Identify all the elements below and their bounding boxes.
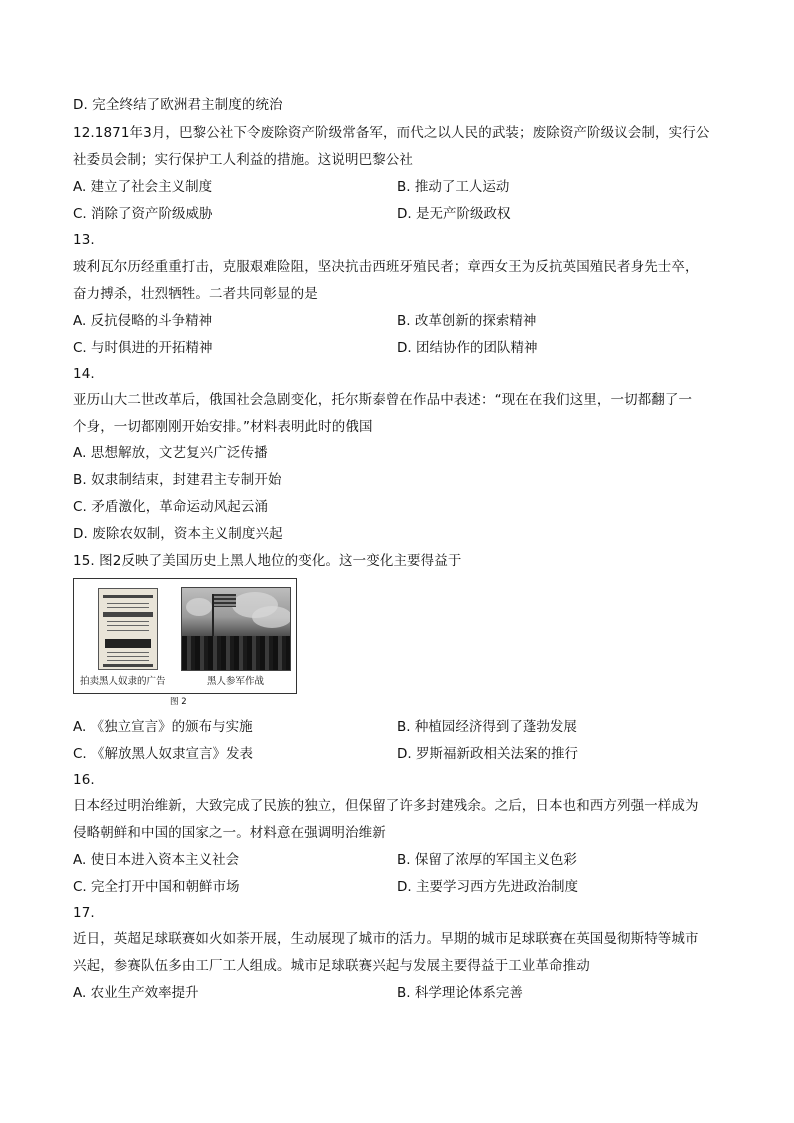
q16-stem-line1: 日本经过明治维新，大致完成了民族的独立，但保留了许多封建残余。之后，日本也和西方列强一样成为 — [73, 798, 699, 814]
caption-auction-ad: 拍卖黑人奴隶的广告 — [80, 676, 166, 687]
q13-option-d: D. 团结协作的团队精神 — [397, 340, 538, 356]
q15-option-a: A. 《独立宣言》的颁布与实施 — [73, 719, 253, 735]
q14-option-a: A. 思想解放，文艺复兴广泛传播 — [73, 445, 268, 461]
q17-option-b: B. 科学理论体系完善 — [397, 985, 523, 1001]
q15-option-b: B. 种植园经济得到了蓬勃发展 — [397, 719, 577, 735]
flag-icon — [214, 594, 236, 607]
q16-option-a: A. 使日本进入资本主义社会 — [73, 852, 240, 868]
poster-negroes-word — [105, 639, 151, 648]
q13-stem-line2: 奋力搏杀，壮烈牺牲。二者共同彰显的是 — [73, 286, 318, 302]
q16-option-c: C. 完全打开中国和朝鲜市场 — [73, 879, 240, 895]
q17-stem-line2: 兴起，参赛队伍多由工厂工人组成。城市足球联赛兴起与发展主要得益于工业革命推动 — [73, 958, 590, 974]
q12-option-b: B. 推动了工人运动 — [397, 179, 510, 195]
q13-option-a: A. 反抗侵略的斗争精神 — [73, 313, 213, 329]
q13-option-b: B. 改革创新的探索精神 — [397, 313, 537, 329]
q16-stem-line2: 侵略朝鲜和中国的国家之一。材料意在强调明治维新 — [73, 825, 386, 841]
black-soldiers-battle-image — [181, 587, 291, 671]
q12-stem-line1: 12.1871年3月，巴黎公社下令废除资产阶级常备军，而代之以人民的武装；废除资产阶级议会制，实行公 — [73, 125, 710, 141]
q12-stem-line2: 社委员会制；实行保护工人利益的措施。这说明巴黎公社 — [73, 152, 413, 168]
q17-number: 17. — [73, 905, 95, 921]
figure-2 — [73, 578, 297, 694]
q14-stem-line1: 亚历山大二世改革后，俄国社会急剧变化，托尔斯泰曾在作品中表述：“现在在我们这里，一切都翻了一 — [73, 392, 693, 408]
caption-black-soldiers: 黑人参军作战 — [207, 676, 265, 687]
q17-stem-line1: 近日，英超足球联赛如火如荼开展，生动展现了城市的活力。早期的城市足球联赛在英国曼彻斯特等城市 — [73, 931, 699, 947]
q14-option-d: D. 废除农奴制，资本主义制度兴起 — [73, 526, 283, 542]
q13-stem-line1: 玻利瓦尔历经重重打击，克服艰难险阻，坚决抗击西班牙殖民者；章西女王为反抗英国殖民者身先士卒， — [73, 259, 699, 275]
q17-option-a: A. 农业生产效率提升 — [73, 985, 199, 1001]
q12-option-d: D. 是无产阶级政权 — [397, 206, 511, 222]
q13-number: 13. — [73, 232, 95, 248]
q16-option-b: B. 保留了浓厚的军国主义色彩 — [397, 852, 577, 868]
q14-option-b: B. 奴隶制结束，封建君主专制开始 — [73, 472, 282, 488]
q14-option-c: C. 矛盾激化，革命运动风起云涌 — [73, 499, 269, 515]
slave-auction-poster-image — [98, 588, 158, 670]
q15-stem: 15. 图2反映了美国历史上黑人地位的变化。这一变化主要得益于 — [73, 553, 462, 569]
q15-option-d: D. 罗斯福新政相关法案的推行 — [397, 746, 578, 762]
q14-number: 14. — [73, 366, 95, 382]
q15-option-c: C. 《解放黑人奴隶宣言》发表 — [73, 746, 254, 762]
q12-option-c: C. 消除了资产阶级威胁 — [73, 206, 213, 222]
q13-option-c: C. 与时俱进的开拓精神 — [73, 340, 213, 356]
q11-option-d: D. 完全终结了欧洲君主制度的统治 — [73, 97, 283, 113]
q12-option-a: A. 建立了社会主义制度 — [73, 179, 213, 195]
q16-number: 16. — [73, 772, 95, 788]
q16-option-d: D. 主要学习西方先进政治制度 — [397, 879, 578, 895]
q14-stem-line2: 个身，一切都刚刚开始安排。”材料表明此时的俄国 — [73, 419, 373, 435]
figure-label: 图 2 — [170, 697, 187, 707]
